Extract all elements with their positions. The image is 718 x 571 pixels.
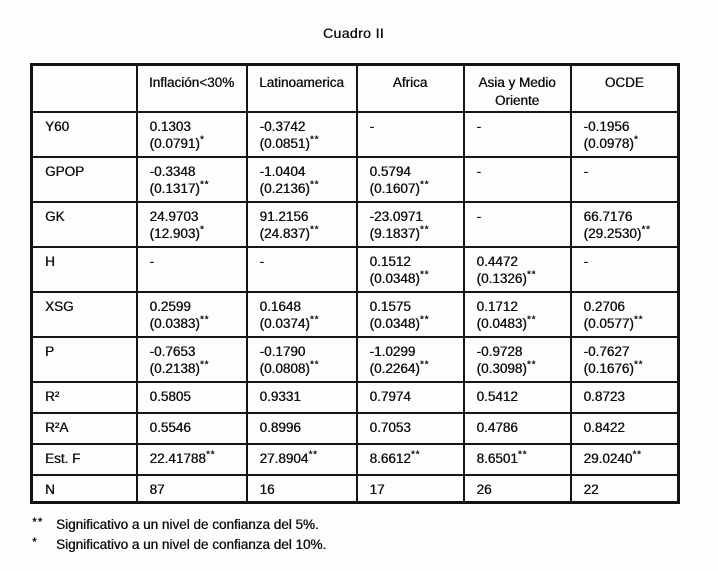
footnote-text-5pct: Significativo a un nivel de confianza del 5%. bbox=[56, 517, 319, 532]
value-cell: -1.0404 (0.2136)** bbox=[247, 157, 357, 202]
value-cell: 17 bbox=[357, 475, 464, 503]
value-cell: 8.6612** bbox=[357, 444, 464, 475]
row-label: Est. F bbox=[32, 444, 137, 475]
value-cell: -0.9728 (0.3098)** bbox=[464, 337, 571, 382]
value-cell: -0.1790 (0.0808)** bbox=[247, 337, 357, 382]
value-cell: - bbox=[247, 247, 357, 292]
column-header: OCDE bbox=[571, 65, 679, 112]
value-cell: 0.8996 bbox=[247, 413, 357, 444]
value-cell: 0.8422 bbox=[571, 413, 679, 444]
column-header: Latinoamerica bbox=[247, 65, 357, 112]
table-row bbox=[32, 475, 679, 503]
value-cell: 0.5805 bbox=[137, 382, 247, 413]
row-label: N bbox=[32, 475, 137, 503]
value-cell: -0.3348 (0.1317)** bbox=[137, 157, 247, 202]
table-header bbox=[32, 65, 679, 112]
row-label: R² bbox=[32, 382, 137, 413]
column-header: Inflación<30% bbox=[137, 65, 247, 112]
row-label: XSG bbox=[32, 292, 137, 337]
value-cell: - bbox=[464, 202, 571, 247]
table-row bbox=[32, 413, 679, 444]
column-header: Asia y Medio Oriente bbox=[464, 65, 571, 112]
value-cell: 8.6501** bbox=[464, 444, 571, 475]
header-row bbox=[32, 65, 679, 112]
value-cell: 0.1303 (0.0791)* bbox=[137, 112, 247, 157]
value-cell: 0.4786 bbox=[464, 413, 571, 444]
value-cell: 0.4472 (0.1326)** bbox=[464, 247, 571, 292]
value-cell: -0.3742 (0.0851)** bbox=[247, 112, 357, 157]
table-row bbox=[32, 247, 679, 292]
value-cell: - bbox=[464, 112, 571, 157]
value-cell: 0.1712 (0.0483)** bbox=[464, 292, 571, 337]
value-cell: 0.2599 (0.0383)** bbox=[137, 292, 247, 337]
value-cell: - bbox=[357, 112, 464, 157]
value-cell: -0.7653 (0.2138)** bbox=[137, 337, 247, 382]
table-title: Cuadro II bbox=[322, 25, 385, 41]
value-cell: - bbox=[137, 247, 247, 292]
value-cell: 0.1648 (0.0374)** bbox=[247, 292, 357, 337]
regression-results-table bbox=[30, 63, 680, 504]
table-row bbox=[32, 157, 679, 202]
value-cell: 91.2156 (24.837)** bbox=[247, 202, 357, 247]
value-cell: 87 bbox=[137, 475, 247, 503]
row-label: H bbox=[32, 247, 137, 292]
value-cell: -23.0971 (9.1837)** bbox=[357, 202, 464, 247]
table-row bbox=[32, 382, 679, 413]
value-cell: 16 bbox=[247, 475, 357, 503]
value-cell: - bbox=[571, 247, 679, 292]
footnote-marker-5pct: ** bbox=[32, 515, 44, 529]
value-cell: 0.1575 (0.0348)** bbox=[357, 292, 464, 337]
value-cell: 0.7974 bbox=[357, 382, 464, 413]
value-cell: 27.8904** bbox=[247, 444, 357, 475]
value-cell: -0.7627 (0.1676)** bbox=[571, 337, 679, 382]
footnote-marker-10pct: * bbox=[32, 535, 38, 549]
table-body bbox=[32, 112, 679, 503]
value-cell: 66.7176 (29.2530)** bbox=[571, 202, 679, 247]
value-cell: 0.2706 (0.0577)** bbox=[571, 292, 679, 337]
value-cell: 22.41788** bbox=[137, 444, 247, 475]
table-row bbox=[32, 292, 679, 337]
value-cell: 0.9331 bbox=[247, 382, 357, 413]
footnote-5pct bbox=[32, 516, 326, 533]
row-label: Y60 bbox=[32, 112, 137, 157]
value-cell: 26 bbox=[464, 475, 571, 503]
table-row bbox=[32, 202, 679, 247]
value-cell: 0.8723 bbox=[571, 382, 679, 413]
table-row bbox=[32, 337, 679, 382]
footnotes bbox=[32, 516, 326, 556]
value-cell: -1.0299 (0.2264)** bbox=[357, 337, 464, 382]
row-label: P bbox=[32, 337, 137, 382]
value-cell: 0.5412 bbox=[464, 382, 571, 413]
value-cell: 0.1512 (0.0348)** bbox=[357, 247, 464, 292]
column-header: Africa bbox=[357, 65, 464, 112]
row-label: GPOP bbox=[32, 157, 137, 202]
value-cell: -0.1956 (0.0978)* bbox=[571, 112, 679, 157]
value-cell: - bbox=[571, 157, 679, 202]
table-row bbox=[32, 112, 679, 157]
value-cell: - bbox=[464, 157, 571, 202]
value-cell: 0.5546 bbox=[137, 413, 247, 444]
value-cell: 22 bbox=[571, 475, 679, 503]
corner-cell bbox=[32, 65, 137, 112]
footnote-10pct bbox=[32, 536, 326, 553]
value-cell: 24.9703 (12.903)* bbox=[137, 202, 247, 247]
row-label: R²A bbox=[32, 413, 137, 444]
table-row bbox=[32, 444, 679, 475]
row-label: GK bbox=[32, 202, 137, 247]
footnote-text-10pct: Significativo a un nivel de confianza del 10%. bbox=[56, 537, 327, 552]
value-cell: 0.5794 (0.1607)** bbox=[357, 157, 464, 202]
value-cell: 29.0240** bbox=[571, 444, 679, 475]
value-cell: 0.7053 bbox=[357, 413, 464, 444]
